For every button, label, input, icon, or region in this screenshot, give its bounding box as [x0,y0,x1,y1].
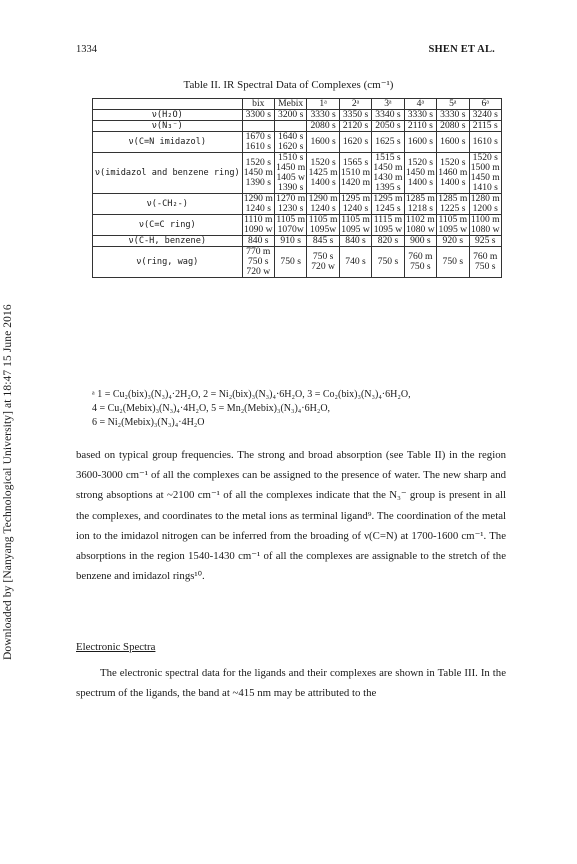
paragraph: The electronic spectral data for the ligands and their complexes are shown in Table III. In the spectrum of the ligands, the band at ~415 nm may be attributed to the [76,667,506,700]
table-cell: 750 s 720 w [307,247,339,278]
table-cell [274,121,306,132]
table-cell: 1520 s 1425 m 1400 s [307,153,339,194]
table-cell: 845 s [307,236,339,247]
table-cell: 1105 m 1070w [276,214,306,235]
table-cell: 1520 s 1450 m 1390 s [242,153,274,194]
row-label: ν(C-H, benzene) [93,236,243,247]
row-label: ν(C=C ring) [93,215,243,236]
table-cell: 1600 s [437,132,469,153]
table-cell: 2110 s [404,121,436,132]
table-cell: 1510 s 1450 m 1405 w 1390 s [276,152,306,193]
table-row [93,215,502,236]
footnote-line: ᵃ 1 = Cu₂(bix)₃(N₃)₄·2H₂O, 2 = Ni₂(bix)₃(N₃)₄·6H₂O, 3 = Co₂(bix)₃(N₃)₄·6H₂O, [92,389,411,400]
table-header-row [93,99,502,110]
column-header: bix [242,99,274,110]
table-footnote [92,388,532,430]
table-cell: 1105 m 1095 w [438,214,468,235]
footnote-line: 6 = Ni₂(Mebix)₃(N₃)₄·4H₂O [92,417,205,428]
table-title: Table II. IR Spectral Data of Complexes (cm⁻¹) [183,79,394,91]
table-cell: 2080 s [437,121,469,132]
table-cell: 900 s [404,236,436,247]
column-header: 6ᵃ [469,99,501,110]
body-text [76,445,506,586]
table-cell: 1600 s [404,132,436,153]
table-cell: 3200 s [274,110,306,121]
table-cell: 1105 m 1095w [308,214,338,235]
table-cell: 3240 s [469,110,501,121]
table-row [93,236,502,247]
column-header: 2ᵃ [339,99,371,110]
row-label: ν(imidazol and benzene ring) [93,153,243,194]
table-cell: 750 s [372,247,404,278]
table-row [93,132,502,153]
table-cell: 1115 m 1095 w [373,214,403,235]
table-cell: 840 s [242,236,274,247]
table-cell: 3340 s [372,110,404,121]
table-row [93,194,502,215]
table-row [93,153,502,194]
table-row [93,247,502,278]
table-cell: 3330 s [307,110,339,121]
table-cell: 820 s [372,236,404,247]
table-cell: 1295 m 1240 s [341,193,371,214]
page-number: 1334 [76,44,97,55]
table-cell: 1280 m 1200 s [470,193,500,214]
table-cell: 1610 s [469,132,501,153]
row-label: ν(N₃⁻) [93,121,243,132]
table-cell: 920 s [437,236,469,247]
table-cell: 1520 s 1450 m 1400 s [404,153,436,194]
table-cell: 1625 s [372,132,404,153]
row-label: ν(-CH₂-) [93,194,243,215]
table-cell: 2115 s [469,121,501,132]
table-cell: 1102 m 1080 w [406,214,435,235]
table-cell: 3330 s [404,110,436,121]
column-header: 4ᵃ [404,99,436,110]
table-cell: 2050 s [372,121,404,132]
column-header: 5ᵃ [437,99,469,110]
table-cell: 840 s [339,236,371,247]
row-label: ν(ring, wag) [93,247,243,278]
footnote-line: 4 = Cu₂(Mebix)₃(N₃)₄·4H₂O, 5 = Mn₂(Mebix)₃(N₃)₄·6H₂O, [92,403,331,414]
table-cell: 1105 m 1095 w [341,214,370,235]
table-cell: 1110 m 1090 w [244,214,273,235]
paragraph: based on typical group frequencies. The strong and broad absorption (see Table II) in the region 3600-3000 cm⁻¹ of all the complexes can be assigned to the presence of water. The new sharp and strong absoptions at ~2100 cm⁻¹ of all the complexes indicate that the N₃⁻ group is present in all the complexes, and coordinates to the metal ions as terminal ligand⁹. The coordination of the metal ion to the imidazol nitrogen can be inferred from the broading of ν(C=N) at 1700-1600 cm⁻¹. The absorptions in the region 1540-1430 cm⁻¹ of all the complexes are assignable to the stretch of the benzene and imidazol rings¹⁰. [76,449,506,583]
table-cell: 1670 s 1610 s [242,132,274,153]
section-heading: Electronic Spectra [76,641,156,653]
table-cell: 1285 m 1218 s [405,193,435,214]
row-label: ν(H₂O) [93,110,243,121]
table-cell: 3350 s [339,110,371,121]
column-header [93,99,243,110]
table-cell: 925 s [469,236,501,247]
ir-spectral-table [92,98,502,278]
table-cell: 1515 s 1450 m 1430 m 1395 s [373,152,403,193]
row-label: ν(C=N imidazol) [93,132,243,153]
table-cell: 2080 s [307,121,339,132]
column-header: 1ᵃ [307,99,339,110]
table-cell: 1100 m 1080 w [470,214,500,235]
table-cell: 770 m 750 s 720 w [242,247,274,278]
table-cell: 2120 s [339,121,371,132]
table-cell: 750 s [274,247,306,278]
table-cell: 1290 m 1240 s [243,193,273,214]
table-cell [242,121,274,132]
table-cell: 1565 s 1510 m 1420 m [339,153,371,194]
table-cell: 1620 s [339,132,371,153]
table-cell: 1520 s 1500 m 1450 m 1410 s [470,152,500,193]
table-cell: 760 m 750 s [469,247,501,278]
column-header: 3ᵃ [372,99,404,110]
table-cell: 3300 s [242,110,274,121]
table-row [93,110,502,121]
column-header: Mebix [274,99,306,110]
table-row [93,121,502,132]
table-cell: 1640 s 1620 s [274,132,306,153]
running-head: SHEN ET AL. [428,44,495,55]
table-cell: 1600 s [307,132,339,153]
table-cell: 910 s [274,236,306,247]
download-note: Downloaded by [Nanyang Technological University] at 18:47 15 June 2016 [2,304,14,660]
table-cell: 1520 s 1460 m 1400 s [437,153,469,194]
table-cell: 1285 m 1225 s [438,193,468,214]
table-cell: 1295 m 1245 s [373,193,403,214]
table-cell: 750 s [437,247,469,278]
table-cell: 740 s [339,247,371,278]
table-cell: 1270 m 1230 s [276,193,306,214]
body-text [76,663,506,703]
table-cell: 760 m 750 s [404,247,436,278]
download-sidebar [0,0,22,864]
table-cell: 1290 m 1240 s [308,193,338,214]
table-cell: 3330 s [437,110,469,121]
